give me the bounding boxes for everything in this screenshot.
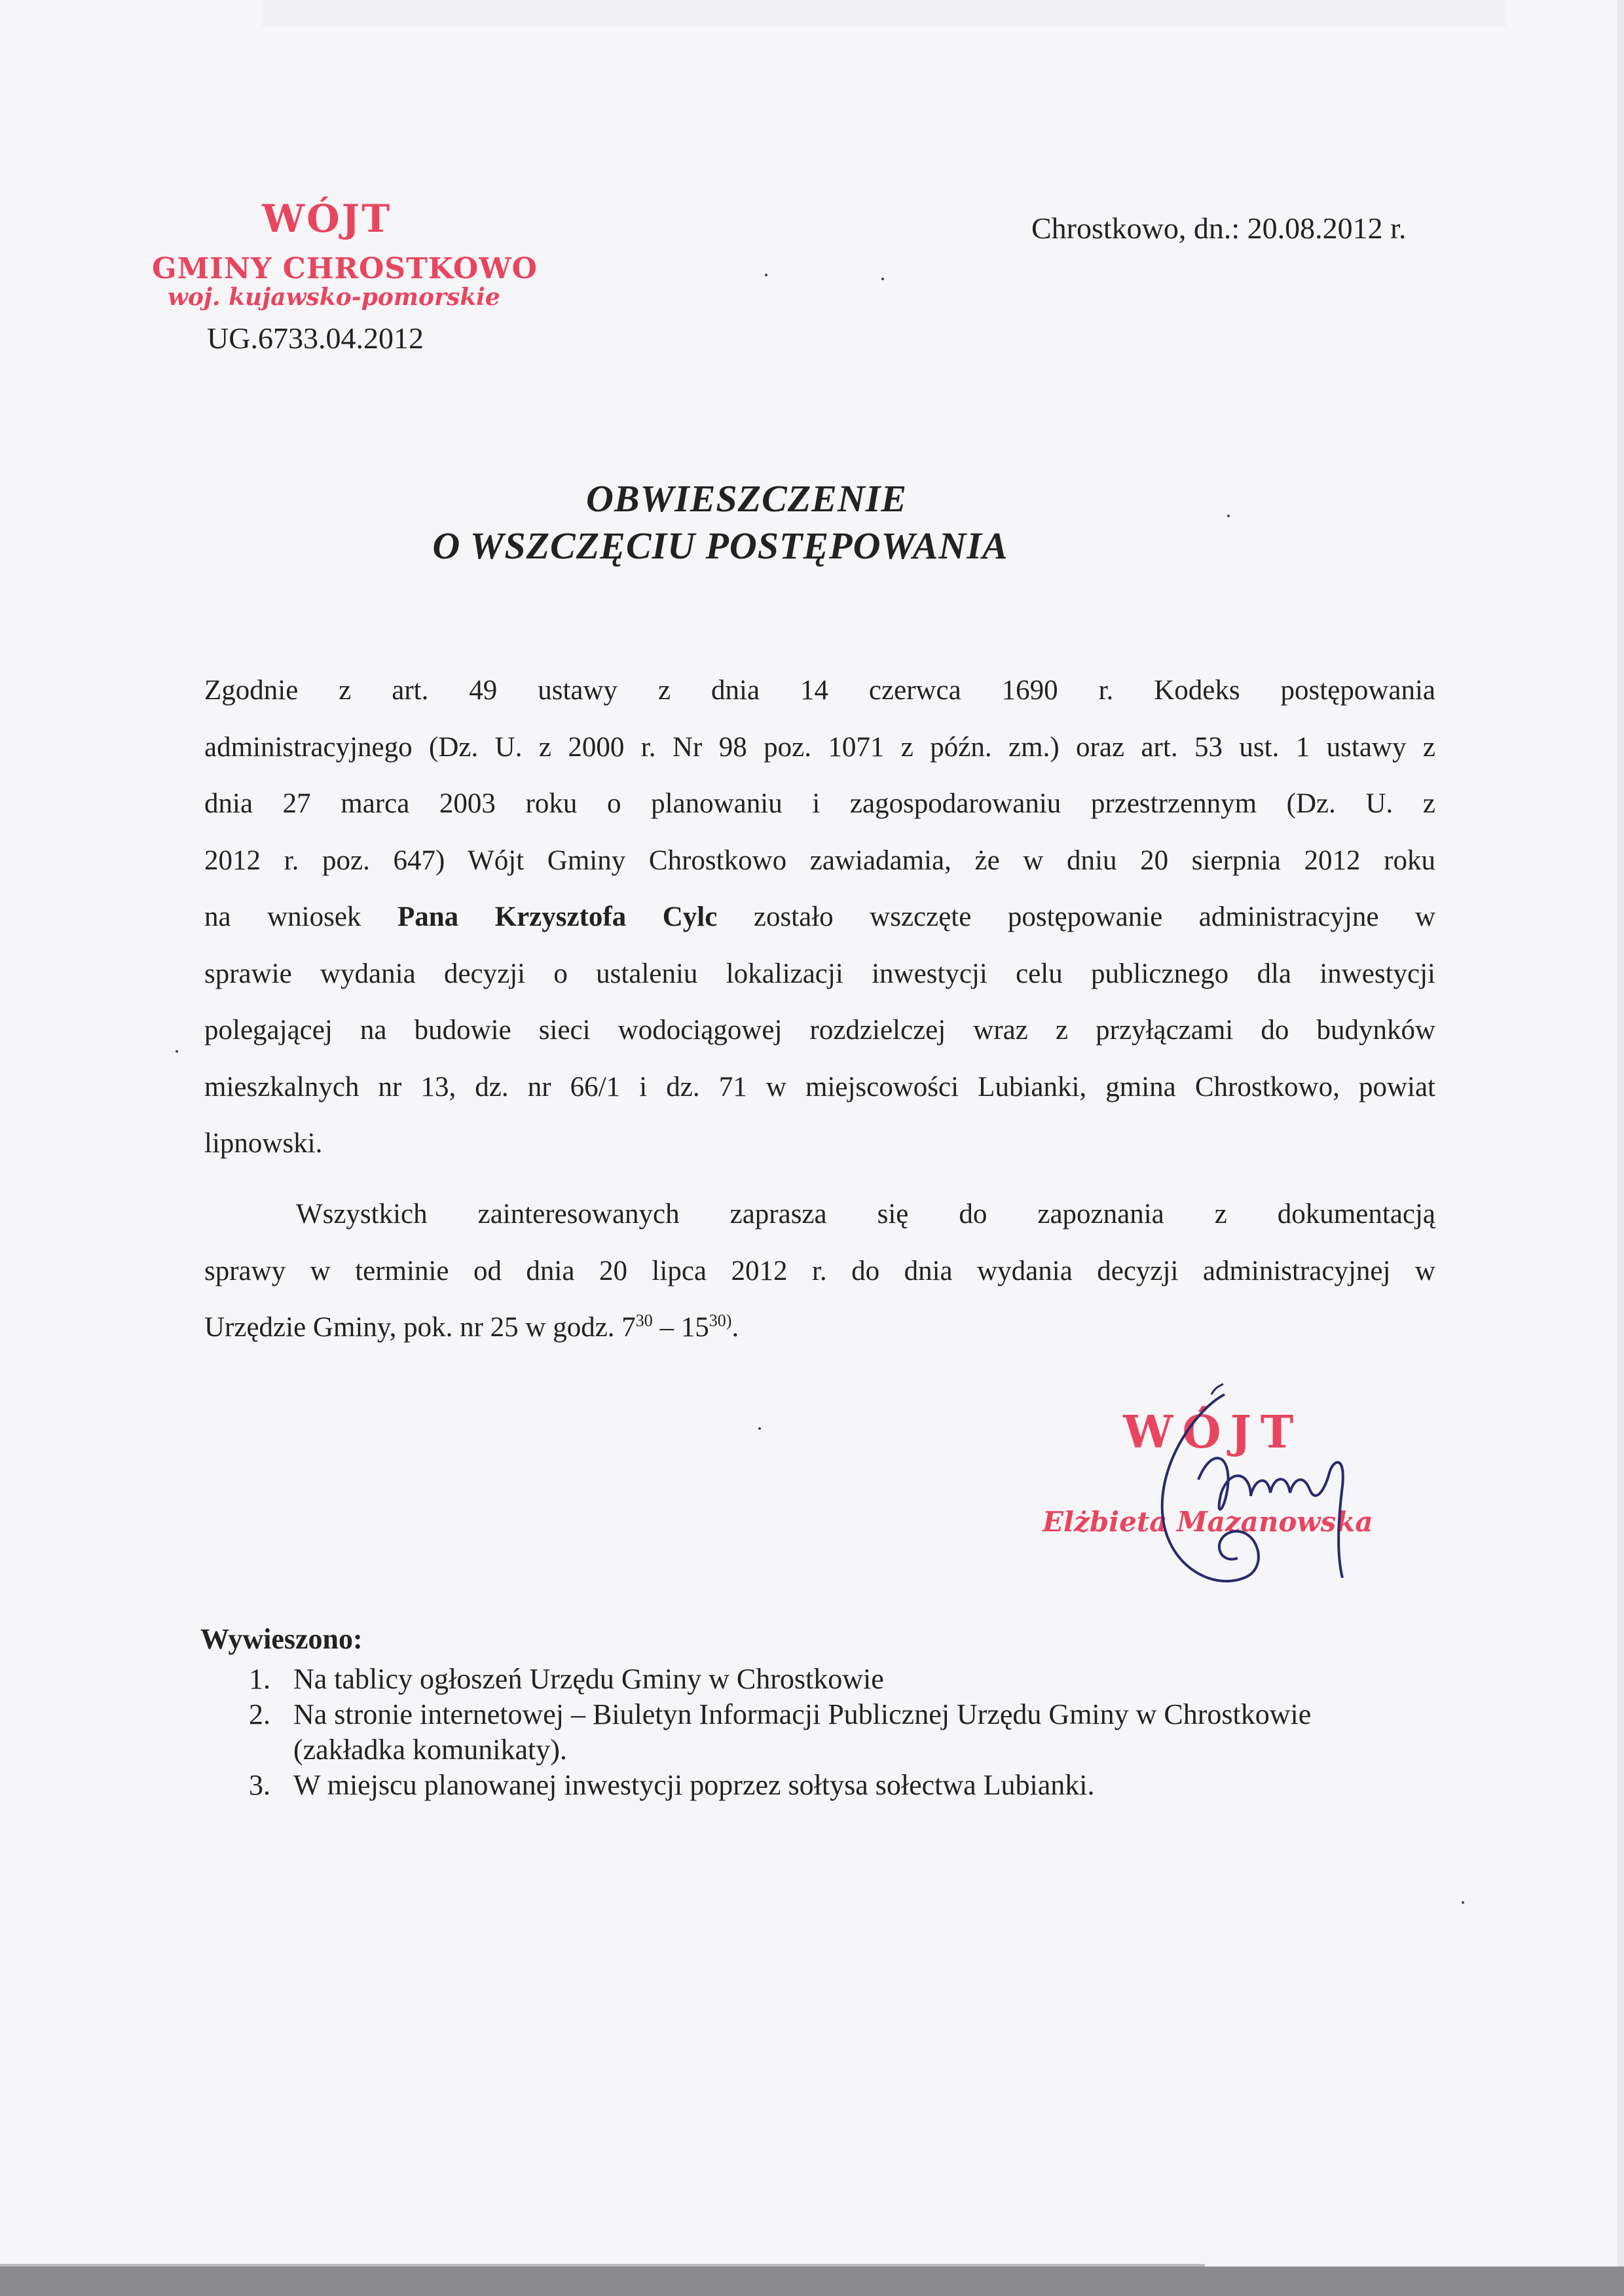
applicant-name: Pana Krzysztofa Cylc [397, 902, 718, 932]
paragraph-line: sprawy w terminie od dnia 20 lipca 2012 r. do dnia wydania decyzji administracyjnej w [204, 1255, 1435, 1286]
text-segment: . [731, 1312, 739, 1343]
list-text: Na stronie internetowej – Biuletyn Informacji Publicznej Urzędu Gminy w Chrostkowie (zakładka komunikaty). [293, 1698, 1312, 1766]
scan-edge [1617, 0, 1624, 2296]
stamp-title: WÓJT [262, 196, 392, 241]
scan-speck [1227, 515, 1230, 517]
text-segment: na wniosek [204, 902, 397, 932]
paragraph-line [204, 889, 1435, 946]
list-text: W miejscu planowanej inwestycji poprzez sołtysa sołectwa Lubianki. [293, 1769, 1095, 1801]
paragraph-line: sprawie wydania decyzji o ustaleniu lokalizacji inwestycji celu publicznego dla inwestycji [204, 958, 1435, 989]
list-number: 2. [249, 1698, 270, 1730]
list-item [249, 1697, 1362, 1768]
document-title: OBWIESZCZENIE [585, 477, 908, 520]
stamp-gmina: GMINY CHROSTKOWO [152, 252, 538, 285]
scan-border [0, 2267, 1624, 2296]
list-number: 1. [249, 1663, 270, 1695]
stamp-voivodeship: woj. kujawsko-pomorskie [168, 283, 500, 311]
paragraph-line: polegającej na budowie sieci wodociągowej rozdzielczej wraz z przyłączami do budynków [204, 1015, 1435, 1046]
list-item [249, 1768, 1362, 1803]
document-subtitle: O WSZCZĘCIU POSTĘPOWANIA [432, 524, 1008, 567]
paragraph-line: 2012 r. poz. 647) Wójt Gminy Chrostkowo zawiadamia, że w dniu 20 sierpnia 2012 roku [204, 845, 1435, 876]
hour-superscript: 30 [635, 1311, 653, 1330]
scan-smudge [262, 0, 1506, 26]
scan-speck [881, 278, 884, 280]
hour-superscript: 30) [709, 1311, 732, 1330]
paragraph-line: dnia 27 marca 2003 roku o planowaniu i zagospodarowaniu przestrzennym (Dz. U. z [204, 788, 1435, 819]
document-date: Chrostkowo, dn.: 20.08.2012 r. [1031, 211, 1407, 245]
paragraph-line: Wszystkich zainteresowanych zaprasza się do zapoznania z dokumentacją [296, 1199, 1435, 1230]
handwritten-signature [1100, 1381, 1401, 1597]
list-number: 3. [249, 1769, 270, 1801]
paragraph-line: lipnowski. [204, 1128, 323, 1159]
paragraph-line [204, 1300, 1435, 1357]
text-segment: – 15 [652, 1312, 709, 1343]
paragraph-line: administracyjnego (Dz. U. z 2000 r. Nr 98 poz. 1071 z późn. zm.) oraz art. 53 ust. 1 ustawy z [204, 731, 1435, 763]
paragraph-2 [204, 1186, 1435, 1357]
list-item [249, 1662, 1362, 1697]
paragraph-line: mieszkalnych nr 13, dz. nr 66/1 i dz. 71 w miejscowości Lubianki, gmina Chrostkowo, powiat [204, 1071, 1435, 1102]
posted-heading: Wywieszono: [200, 1623, 363, 1655]
scan-speck [175, 1050, 178, 1053]
scan-speck [765, 274, 767, 276]
scan-speck [1462, 1901, 1464, 1904]
text-segment: Urzędzie Gminy, pok. nr 25 w godz. 7 [204, 1312, 636, 1343]
scan-speck [758, 1427, 761, 1430]
posted-list [249, 1662, 1362, 1803]
signature-stamp-name: Elżbieta Mazanowska [1043, 1506, 1373, 1538]
paragraph-line: Zgodnie z art. 49 ustawy z dnia 14 czerwca 1690 r. Kodeks postępowania [204, 675, 1435, 706]
paragraph-1 [204, 663, 1435, 1173]
text-segment: zostało wszczęte postępowanie administracyjne w [717, 902, 1436, 932]
list-text: Na tablicy ogłoszeń Urzędu Gminy w Chrostkowie [293, 1663, 884, 1695]
reference-number: UG.6733.04.2012 [207, 321, 424, 355]
signature-stamp-title: WÓJT [1123, 1406, 1303, 1459]
